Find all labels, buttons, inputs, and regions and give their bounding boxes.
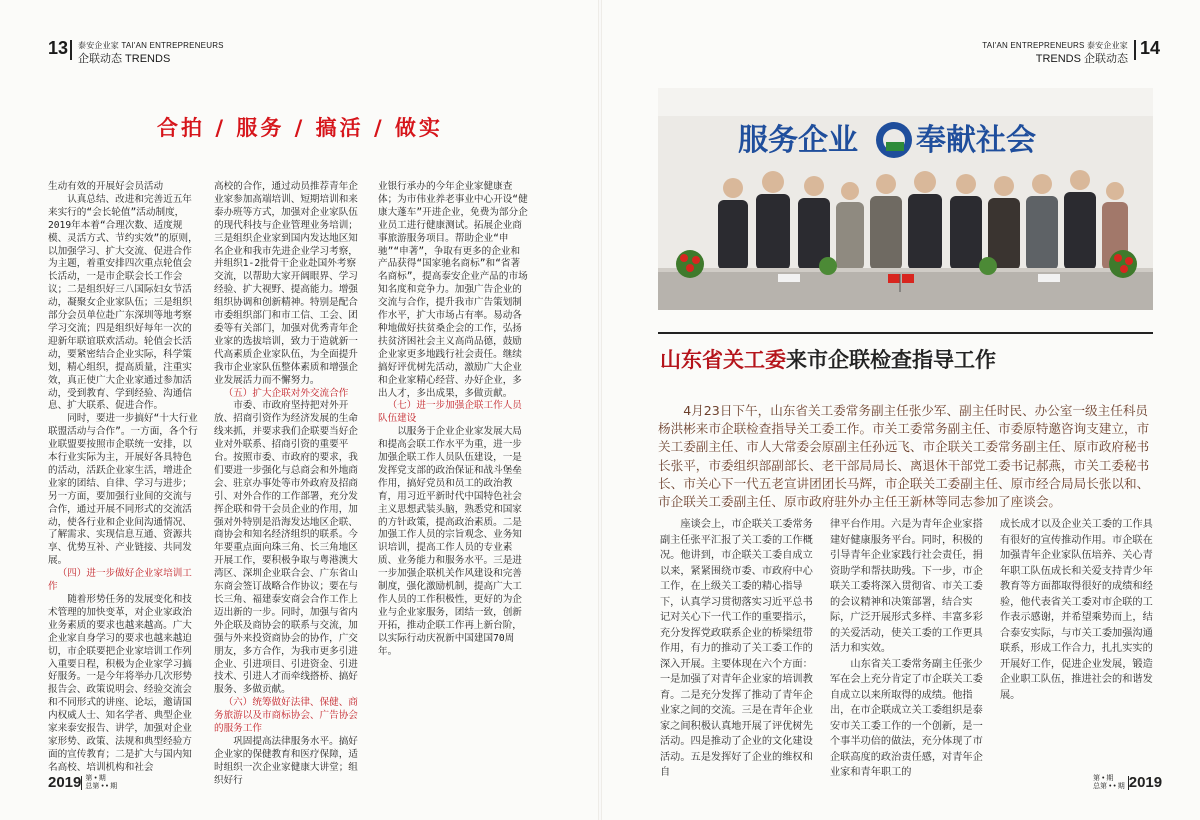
- article-column-2: [214, 181, 362, 786]
- paragraph: 认真总结、改进和完善近五年来实行的“会长轮值”活动制度，2019年本着“合理次数、适度规模、灵活方式、节约实效”的原则，以加强学习、扩大交流、促进合作为主题，着重安排四次重点轮值会长活动，一是市企联会长工作会议；二是组织好三八国际妇女节活动，凝聚女企业家队伍；三是组织部分会员单位赴广东深圳等地考察学习交流；四是组织好每年一次的迎新年联谊联欢活动。轮值会长活动，要紧密结合企业实际，科学策划，精心组织，提高质量，注重实效，真正使广大企业家通过参加活动，受到教育、学到经验、沟通信息、扩大联系、促进合作。: [48, 193, 198, 412]
- paragraph: 同时，要进一步搞好“十大行业联盟活动与合作”。一方面，各个行业联盟要按照市企联统一安排，以本行业实际为主，开展好各具特色的活动，活跃企业家生活，增进企业家的团结、自律、学习与进步；另一方面，要加强行业间的交流与合作，通过开展不同形式的交流活动，使各行业和企业间沟通情况、了解需求、实现信息互通、资源共享、优势互补、产业链接、共同发展。: [48, 413, 198, 567]
- body-column-2: [830, 517, 984, 778]
- paragraph: 高校的合作，通过动员推荐青年企业家参加高端培训、短期培训和来泰办班等方式，加强对企业家队伍的现代科技与企业管理业务培训；三是组织企业家到国内发达地区知名企业和我市先进企业学习考察，并组织1-2批骨干企业赴国外考察交流，以帮助大家开阔眼界、学习经验、扩大视野、提高能力。增强组织协调和创新精神。特别是配合市委组织部门和市工信、工会、团委等有关部门，加强对优秀青年企业家的选拔培训，致力于造就新一代高素质企业家队伍，为全面提升我市企业家队伍整体素质和增强企业发展活力而不懈努力。: [214, 181, 358, 386]
- article-column-3: [378, 181, 528, 657]
- flower-pot: [676, 250, 704, 278]
- banner-text-right: 奉献社会: [916, 123, 1036, 158]
- page-number-left: 13: [48, 38, 69, 58]
- paragraph: 成长成才以及企业关工委的工作具有很好的宣传推动作用。市企联在加强青年企业家队伍培养、关心青年职工队伍成长和关爱支持青少年教育等方面都取得很好的成绩和经验，他代表省关工委对市企联的工作表示感谢，并希望乘势而上，结合泰安实际，与市关工委加强沟通联系，形成工作合力，扎扎实实的开展好工作，促进企业发展，锻造企业职工队伍，推进社会的和谐发展。: [1000, 519, 1153, 701]
- issue-line: 第 • 期: [85, 774, 106, 782]
- page-gutter: [598, 0, 602, 820]
- article-title: [660, 344, 996, 374]
- slogan-heading: 合拍 / 服务 / 搞活 / 做实: [157, 116, 443, 140]
- left-page-header: [48, 38, 268, 65]
- body-column-3: [1000, 517, 1154, 701]
- subheading: （四）进一步做好企业家培训工作: [48, 568, 192, 593]
- footer-year: 2019: [1128, 774, 1163, 791]
- paragraph: 随着形势任务的发展变化和技术管理的加快变革，对企业家政治业务素质的要求也越来越高。广大企业家自身学习的要求也越来越迫切，市企联要把企业家培训工作列入重要日程，积极为企业家学习搞好服务。一是今年将举办几次形势报告会、政策说明会、经验交流会和不同形式的讲座、论坛，邀请国内权威人士、知名学者、典型企业家来泰安报告、讲学，加强对企业家形势、政策、法规和典型经验方面的宣传教育；二是扩大与国内知名高校、培训机构和社会: [48, 594, 192, 773]
- right-page-footer: [1090, 774, 1162, 792]
- footer-issue: [1093, 775, 1125, 791]
- header-divider: [1134, 40, 1136, 60]
- article-title-highlight: 山东省关工委: [660, 348, 786, 372]
- magazine-name: TAI'AN ENTREPRENEURS 泰安企业家: [982, 41, 1128, 50]
- issue-line: 第 • 期: [1093, 774, 1114, 782]
- left-page-footer: [48, 774, 120, 792]
- title-rule: [658, 332, 1153, 334]
- company-logo: [876, 122, 912, 158]
- article-lead: [658, 402, 1153, 510]
- issue-line: 总第 • • 期: [85, 782, 118, 790]
- article-title-block: [658, 332, 1153, 378]
- paragraph: 座谈会上，市企联关工委常务副主任张平汇报了关工委的工作概况。他讲到，市企联关工委自成立以来，紧紧围绕市委、市政府中心工作，在上级关工委的精心指导下，认真学习贯彻落实习近平总书记对关心下一代工作的重要指示，充分发挥党政联系企业的桥梁纽带作用，有力的推动了关工委工作的深入开展。主要体现在六个方面：一是加强了对青年企业家的培训教育。二是充分发挥了推动了青年企业家之间的交流。三是在青年企业家之间积极认真地开展了评优树先活动。四是推动了企业的文化建设活动。五是发挥好了企业的维权和自: [660, 519, 813, 778]
- name-card: [1038, 274, 1060, 282]
- footer-divider: [81, 776, 82, 790]
- header-divider: [70, 40, 72, 60]
- flower-pot: [1109, 250, 1137, 278]
- subheading: （六）统筹做好法律、保健、商务旅游以及市商标协会、广告协会的服务工作: [214, 697, 358, 735]
- article-column-1: [48, 181, 198, 773]
- footer-issue: [85, 775, 117, 791]
- lead-paragraph: 4月23日下午，山东省关工委常务副主任张少军、副主任时民、办公室一级主任科员杨洪彬来市企联检查指导关工委工作。市关工委常务副主任、市委原特邀咨询支建立，市关工委副主任、市人大常委会原副主任孙远飞、市企联关工委常务副主任、原市政府秘书长张平，市委组织部副部长、老干部局局长、离退休干部党工委书记郝燕，市关工委秘书长、市关心下一代五老宣讲团团长马辉，市企联关工委副主任、原市经合局局长张以和、市企联关工委副主任、原市政府驻外办主任王新林等同志参加了座谈会。: [658, 403, 1150, 510]
- paragraph: 业银行承办的今年企业家健康查体；为市伟业养老事业中心开设“健康大蓬车”开进企业，免费为部分企业员工进行健康测试。拓展企业商事旅游服务项目。帮助企业“申驰”“申著”，争取有更多的企业和产品获得“国家驰名商标”和“省著名商标”，提高泰安企业产品的市场知名度和竞争力。加强广告企业的交流与合作，提升我市广告策划制作水平，扩大市场占有率。易动各种地做好扶贫桑企会的工作，弘扬扶贫济困社会主义高尚品德，鼓励企业家更多地践行社会责任。继续搞好评优树先活动，激励广大企业和企业家精心经营、办好企业，多出人才，多出成果，多做贡献。: [378, 181, 528, 399]
- article-title-rest: 来市企联检查指导工作: [786, 348, 996, 372]
- right-page-header: [960, 38, 1160, 65]
- paragraph: 巩固提高法律服务水平。搞好企业家的保健教育和医疗保障，适时组织一次企业家健康大讲堂；组织好行: [214, 735, 358, 786]
- issue-line: 总第 • • 期: [1093, 782, 1125, 790]
- body-column-1: [660, 517, 814, 778]
- plant: [819, 257, 837, 275]
- name-card: [778, 274, 800, 282]
- paragraph: 以服务于企业企业家发展大局和提高会联工作水平为重，进一步加强企联工作人员队伍建设，一是发挥党支部的政治保证和战斗堡垒作用，搞好党员和员工的政治教育，用习近平新时代中国特色社会主义思想武装头脑，熟悉党和国家的方针政策，提高政治素质。二是加强工作人员的宗旨观念、业务知识培训，提高工作人员的专业素质、业务能力和服务水平。三是进一步加强企联机关作风建设和完善制度，强化激励机制，提高广大工作人员的工作积极性，更好的为企业与企业家服务，团结一致，创新开拓，推动企联工作再上新台阶，以实际行动庆祝新中国建国70周年。: [378, 426, 522, 657]
- page-number-right: 14: [1139, 38, 1160, 58]
- subheading: （五）扩大企联对外交流合作: [223, 387, 349, 399]
- section-name: TRENDS 企联动态: [1035, 53, 1128, 65]
- section-name: 企联动态 TRENDS: [78, 53, 171, 65]
- plant: [979, 257, 997, 275]
- paragraph: 生动有效的开展好会员活动: [48, 181, 164, 192]
- magazine-name: 泰安企业家 TAI'AN ENTREPRENEURS: [78, 41, 224, 50]
- banner-text-left: 服务企业: [738, 123, 858, 158]
- footer-year: 2019: [48, 774, 82, 791]
- paragraph: 市委、市政府坚持把对外开放、招商引资作为经济发展的生命线来抓，并要求我们企联要当好企业对外联系、招商引资的重要平台。按照市委、市政府的要求，我们要进一步强化与总商会和外地商会、驻京办事处等市外政府及招商引、对外合作的工作部署，充分发挥企联和骨干会员企业的作用，加强对外特别是沿海发达地区企联、商协会和知名经济组织的联系。今年要重点面向珠三角、长三角地区开展工作，要积极争取与粤港澳大湾区、深圳企业联合会、广东省山东商会签订战略合作协议；要在与长三角、福建泰安商会合作工作上迈出新的一步。同时，加强与省内外企联及商协会的联系与交流，加强与外来投资商协会的协作，广交朋友，多方合作，为我市更多引进企业、引进项目、引进资金、引进技术、引进人才而牵线搭桥、搞好服务、多做贡献。: [214, 400, 358, 696]
- subheading: （七）进一步加强企联工作人员队伍建设: [378, 400, 522, 425]
- meeting-photo: [658, 88, 1153, 310]
- paragraph: 山东省关工委常务副主任张少军在会上充分肯定了市企联关工委自成立以来所取得的成绩。他指出，在市企联成立关工委组织是泰安市关工委工作的一个创新，是一个事半功倍的做法，充分体现了市企联高度的政治责任感，对青年企业家和青年职工的: [830, 658, 983, 778]
- paragraph: 律平台作用。六是为青年企业家搭建好健康服务平台。同时，积极的引导青年企业家践行社会责任，捐资助学和帮扶助残。下一步，市企联关工委将深入贯彻省、市关工委的会议精神和决策部署，结合实际，广泛开展形式多样、丰富多彩的关爱活动，使关工委的工作更具活力和实效。: [830, 519, 983, 654]
